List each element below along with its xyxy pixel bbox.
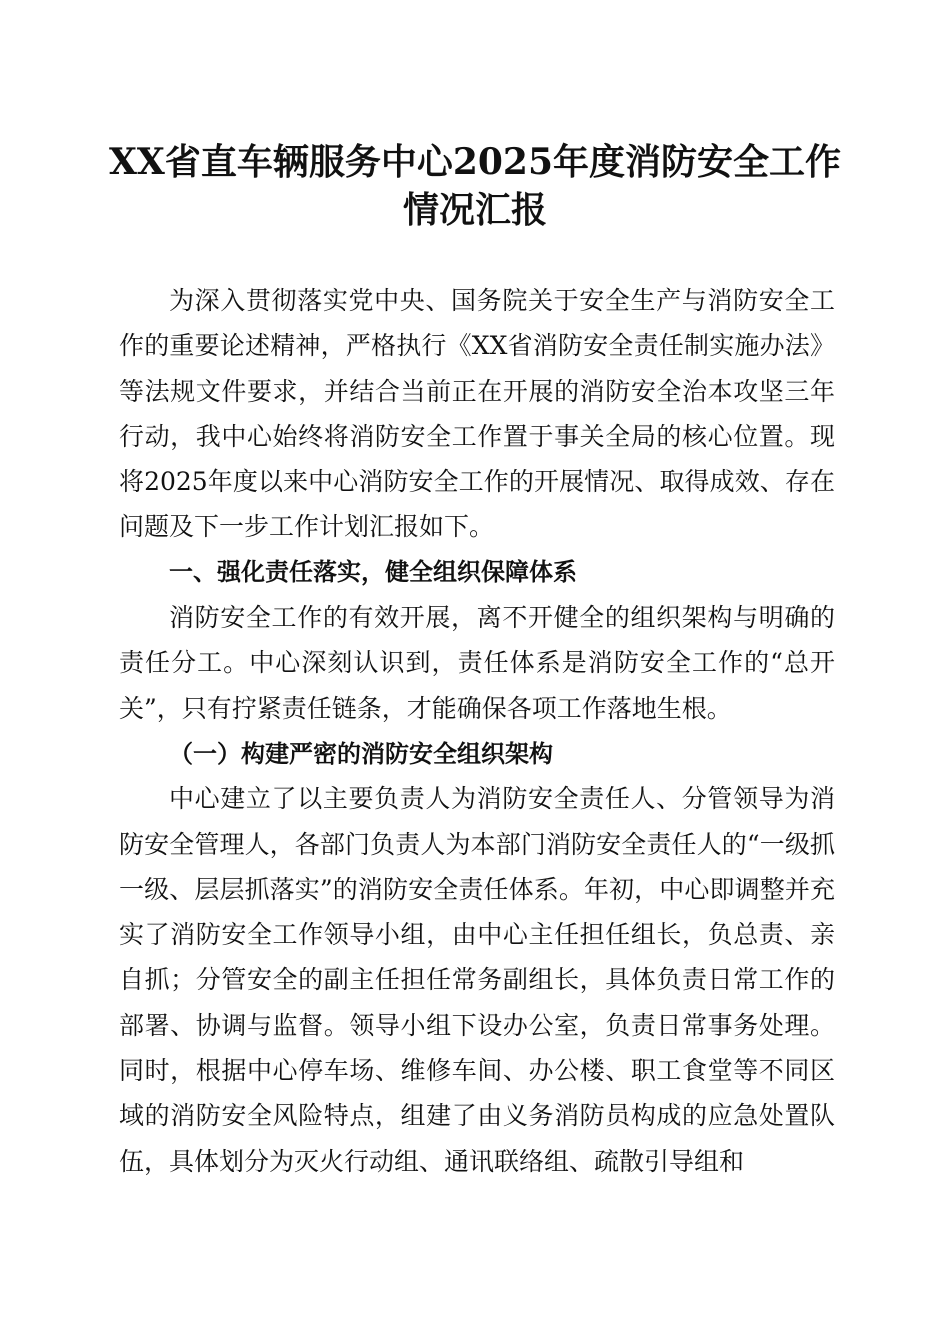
subsection-1-paragraph: 中心建立了以主要负责人为消防安全责任人、分管领导为消防安全管理人，各部门负责人为本部门消防安全责任人的“一级抓一级、层层抓落实”的消防安全责任体系。年初，中心即调整并充实了消防安全工作领导小组，由中心主任担任组长，负总责、亲自抓；分管安全的副主任担任常务副组长，具体负责日常工作的部署、协调与监督。领导小组下设办公室，负责日常事务处理。同时，根据中心停车场、维修车间、办公楼、职工食堂等不同区域的消防安全风险特点，组建了由义务消防员构成的应急处置队伍，具体划分为灭火行动组、通讯联络组、疏散引导组和 bbox=[119, 784, 835, 1176]
intro-paragraph: 为深入贯彻落实党中央、国务院关于安全生产与消防安全工作的重要论述精神，严格执行《XX省消防安全责任制实施办法》等法规文件要求，并结合当前正在开展的消防安全治本攻坚三年行动，我中心始终将消防安全工作置于事关全局的核心位置。现将2025年度以来中心消防安全工作的开展情况、取得成效、存在问题及下一步工作计划汇报如下。 bbox=[119, 286, 835, 542]
document-title-line1: XX省直车辆服务中心2025年度消防安全工作 bbox=[108, 141, 842, 183]
section-1-paragraph: 消防安全工作的有效开展，离不开健全的组织架构与明确的责任分工。中心深刻认识到，责任体系是消防安全工作的“总开关”，只有拧紧责任链条，才能确保各项工作落地生根。 bbox=[119, 603, 835, 723]
subsection-heading-1: （一）构建严密的消防安全组织架构 bbox=[169, 738, 553, 768]
document-title bbox=[90, 138, 860, 234]
section-heading-1: 一、强化责任落实，健全组织保障体系 bbox=[169, 557, 577, 586]
document-title-line2: 情况汇报 bbox=[402, 189, 547, 231]
document-body bbox=[119, 278, 835, 1184]
